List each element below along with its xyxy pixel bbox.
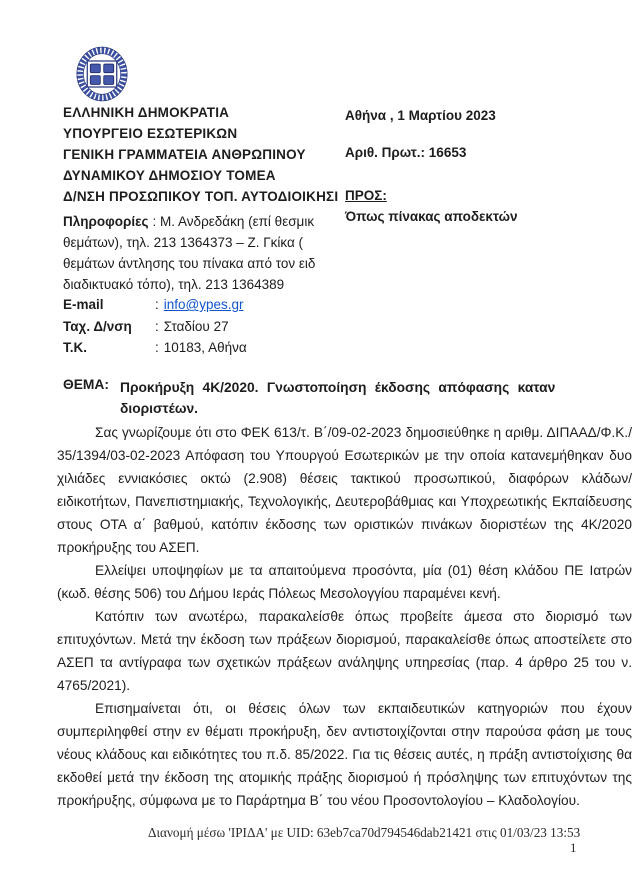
- colon: :: [155, 318, 159, 334]
- protocol-number: Αριθ. Πρωτ.: 16653: [345, 145, 467, 160]
- agency-line: Δ/ΝΣΗ ΠΡΟΣΩΠΙΚΟΥ ΤΟΠ. ΑΥΤΟΔΙΟΙΚΗΣΙ: [63, 189, 339, 204]
- contact-details: [63, 294, 247, 359]
- agency-line: ΥΠΟΥΡΓΕΙΟ ΕΣΩΤΕΡΙΚΩΝ: [63, 126, 238, 141]
- info-line: θεμάτων άντλησης του πίνακα από τον ειδ: [63, 256, 316, 271]
- recipient-value: Όπως πίνακας αποδεκτών: [345, 209, 518, 224]
- subject-text: [120, 377, 640, 419]
- info-line: [63, 211, 344, 232]
- contact-row-address: [63, 316, 247, 338]
- colon: :: [155, 340, 159, 355]
- greek-coat-of-arms-icon: [76, 46, 128, 102]
- contact-label: Τ.Κ.: [63, 340, 88, 355]
- agency-header: [63, 102, 343, 207]
- agency-line: ΕΛΛΗΝΙΚΗ ΔΗΜΟΚΡΑΤΙΑ: [63, 105, 230, 120]
- body-paragraph: Ελλείψει υποψηφίων με τα απαιτούμενα προσόντα, μία (01) θέση κλάδου ΠΕ Ιατρών (κωδ. θέσης 506) του Δήμου Ιεράς Πόλεως Μεσολογγίου παραμένει κενή.: [57, 563, 632, 601]
- contact-label: E-mail: [63, 297, 104, 312]
- colon: :: [155, 297, 159, 312]
- subject-line: Προκήρυξη 4Κ/2020. Γνωστοποίηση έκδοσης απόφασης καταν: [120, 380, 556, 395]
- info-label: Πληροφορίες: [63, 214, 149, 229]
- subject-line: διοριστέων.: [120, 401, 198, 416]
- contact-label: Ταχ. Δ/νση: [63, 318, 132, 334]
- contact-info-block: [63, 211, 344, 295]
- info-line: θεμάτων), τηλ. 213 1364373 – Ζ. Γκίκα (: [63, 235, 304, 250]
- body-paragraph: Σας γνωρίζουμε ότι στο ΦΕΚ 613/τ. Β΄/09-02-2023 δημοσιεύθηκε η αριθμ. ΔΙΠΑΑΔ/Φ.Κ./ 35/1394/03-02-2023 Απόφαση του Υπουργού Εσωτερικών με την οποία κατανεμήθηκαν δυο χιλιάδες εννιακόσιες οκτώ (2.908) θέσεις τακτικού προσωπικού, διαφόρων κλάδων/ ειδικοτήτων, Πανεπιστημιακής, Τεχνολογικής, Δευτεροβάθμιας και Υποχρεωτικής Εκπαίδευσης στους ΟΤΑ α΄ βαθμού, κατόπιν έκδοσης των οριστικών πινάκων διοριστέων της 4Κ/2020 προκήρυξης του ΑΣΕΠ.: [57, 425, 632, 555]
- agency-line: ΔΥΝΑΜΙΚΟΥ ΔΗΜΟΣΙΟΥ ΤΟΜΕΑ: [63, 168, 276, 183]
- distribution-footer: Διανομή μέσω 'ΙΡΙΔΑ' με UID: 63eb7ca70d794546dab21421 στις 01/03/23 13:53: [148, 825, 581, 840]
- document-body: [57, 421, 632, 812]
- info-line-rest: : Μ. Ανδρεδάκη (επί θεσμικ: [152, 214, 315, 229]
- page-number: 1: [570, 840, 577, 855]
- contact-row-postcode: [63, 337, 247, 359]
- city-date: Αθήνα , 1 Μαρτίου 2023: [345, 108, 496, 123]
- email-link[interactable]: info@ypes.gr: [163, 297, 244, 312]
- contact-value: Σταδίου 27: [163, 318, 229, 334]
- body-paragraph: Κατόπιν των ανωτέρω, παρακαλείσθε όπως προβείτε άμεσα στο διορισμό των επιτυχόντων. Μετά την έκδοση των πράξεων διορισμού, παρακαλείσθε όπως αποστείλετε στο ΑΣΕΠ τα αντίγραφα των σχετικών πράξεων ανάληψης υπηρεσίας (παρ. 4 άρθρο 25 του ν. 4765/2021).: [57, 609, 632, 693]
- info-line: διαδικτυακό τόπο), τηλ. 213 1364389: [63, 277, 285, 292]
- agency-line: ΓΕΝΙΚΗ ΓΡΑΜΜΑΤΕΙΑ ΑΝΘΡΩΠΙΝΟΥ: [63, 147, 306, 162]
- recipient-label: ΠΡΟΣ:: [345, 188, 387, 203]
- body-paragraph: Επισημαίνεται ότι, οι θέσεις όλων των εκπαιδευτικών κατηγοριών που έχουν συμπεριληφθεί στην εν θέματι προκήρυξη, δεν αντιστοιχίζονται στην παρούσα φάση με τους νέους κλάδους και ειδικότητες του π.δ. 85/2022. Για τις θέσεις αυτές, η πράξη αντιστοίχισης θα εκδοθεί μετά την έκδοση της ατομικής πράξης διορισμού ή πρόσληψης των επιτυχόντων της προκήρυξης, σύμφωνα με το Παράρτημα Β΄ του νέου Προσοντολογίου – Κλαδολογίου.: [57, 701, 632, 808]
- contact-value: 10183, Αθήνα: [163, 340, 247, 355]
- contact-row-email: [63, 294, 247, 316]
- subject-label: ΘΕΜΑ:: [63, 377, 109, 392]
